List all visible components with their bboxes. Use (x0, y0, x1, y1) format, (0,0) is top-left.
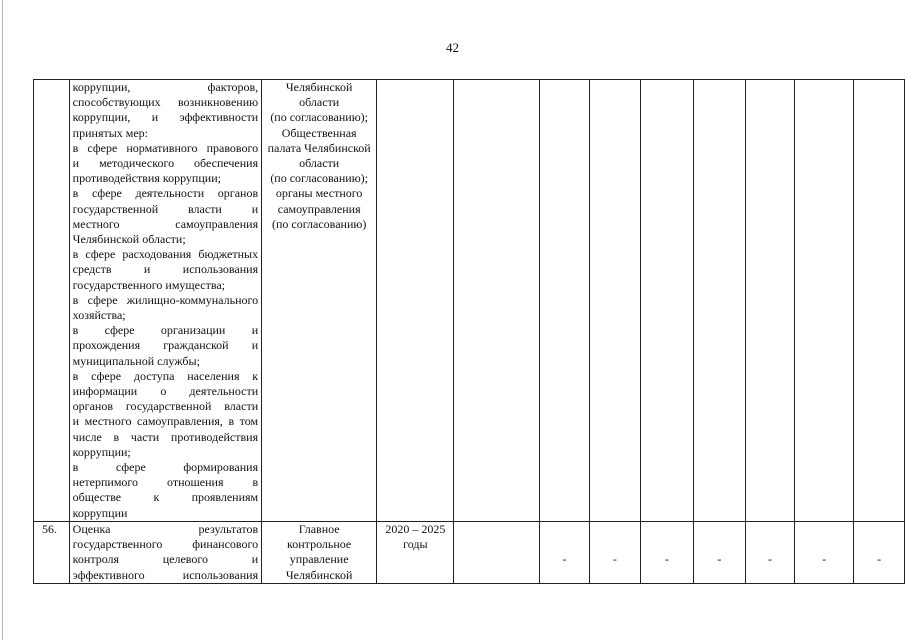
measure-text-line: хозяйства; (72, 308, 126, 323)
period-cell: 2020 – 2025 годы (377, 521, 454, 583)
value-cell (795, 80, 854, 522)
blank-cell (454, 80, 539, 522)
executor-text-line: органы местного (275, 186, 363, 201)
value-cell: - (539, 521, 590, 583)
executor-text-line: самоуправления (277, 201, 361, 216)
executor-text-line: (по согласованию); (270, 110, 368, 125)
page-edge-line (2, 0, 3, 640)
measure-text-line: прохождения гражданской и (72, 338, 259, 353)
measure-text-line: средств и использования (72, 262, 259, 277)
measure-text-line: Оценка результатов (72, 521, 259, 536)
table-body (34, 80, 905, 584)
measure-text-line: в сфере доступа населения к (72, 368, 259, 383)
measure-text-line: муниципальной службы; (72, 353, 200, 368)
measure-text-line: и местного самоуправления, в том (72, 414, 259, 429)
executor-text-line: контрольное (287, 537, 352, 552)
measure-text-line: в сфере деятельности органов (72, 186, 259, 201)
measure-text-line: государственного имущества; (72, 277, 226, 292)
measure-text-line: и методического обеспечения (72, 156, 259, 171)
executor-text-line: Челябинской (285, 80, 353, 94)
value-cell (854, 80, 905, 522)
measure-text-line: местного самоуправления (72, 216, 259, 231)
measure-text-line: информации о деятельности (72, 384, 259, 399)
value-cell: - (640, 521, 693, 583)
measure-text-line: принятых мер: (72, 125, 149, 140)
measure-text-line: в сфере жилищно-коммунального (72, 292, 259, 307)
value-cell (745, 80, 795, 522)
executor-text-line: (по согласованию); (270, 171, 368, 186)
page-number: 42 (446, 40, 459, 55)
value-cell: - (694, 521, 746, 583)
measure-cell (69, 521, 261, 583)
measure-text-line: контроля целевого и (72, 552, 259, 567)
measure-cell (69, 80, 261, 522)
measure-text-line: эффективного использования (72, 567, 259, 582)
value-cell: - (745, 521, 795, 583)
executor-text-line: Общественная (281, 125, 357, 140)
measure-text-line: коррупции; (72, 444, 131, 459)
value-cell: - (854, 521, 905, 583)
value-cell: - (590, 521, 641, 583)
value-cell (539, 80, 590, 522)
measure-text-line: государственной власти и (72, 201, 259, 216)
measure-text-line: противодействия коррупции; (72, 171, 221, 186)
measure-text-line: Челябинской области; (72, 232, 186, 247)
measure-text-line: коррупции (72, 505, 128, 520)
value-cell (694, 80, 746, 522)
blank-cell (454, 521, 539, 583)
table-row (34, 521, 905, 583)
measure-text-line: обществе к проявлениям (72, 490, 259, 505)
executor-cell (262, 521, 377, 583)
executor-cell (262, 80, 377, 522)
executor-text-line: области (299, 156, 340, 171)
measure-text-line: в сфере расходования бюджетных (72, 247, 259, 262)
period-cell (377, 80, 454, 522)
executor-text-line: (по согласованию) (271, 216, 367, 231)
measure-text-line: числе в части противодействия (72, 429, 259, 444)
measure-text-line: органов государственной власти (72, 399, 259, 414)
measure-text-line: нетерпимого отношения в (72, 475, 259, 490)
measure-text-line: государственного финансового (72, 537, 259, 552)
executor-text-line: Главное (298, 521, 340, 536)
measure-text-line: в сфере нормативного правового (72, 140, 259, 155)
table-row (34, 80, 905, 522)
measures-table (33, 79, 905, 584)
executor-text-line: области (299, 95, 340, 110)
measure-text-line: коррупции, и эффективности (72, 110, 259, 125)
measure-text-line: в сфере формирования (72, 460, 259, 475)
measure-text-line: коррупции, факторов, (72, 80, 259, 94)
measure-text-line: в сфере организации и (72, 323, 259, 338)
executor-text-line: Челябинской (285, 567, 353, 582)
measure-text-line: способствующих возникновению (72, 95, 259, 110)
executor-text-line: палата Челябинской (267, 140, 371, 155)
value-cell: - (795, 521, 854, 583)
row-number-cell: 56. (34, 521, 70, 583)
executor-text-line: управление (289, 552, 349, 567)
value-cell (590, 80, 641, 522)
row-number-cell (34, 80, 70, 522)
value-cell (640, 80, 693, 522)
